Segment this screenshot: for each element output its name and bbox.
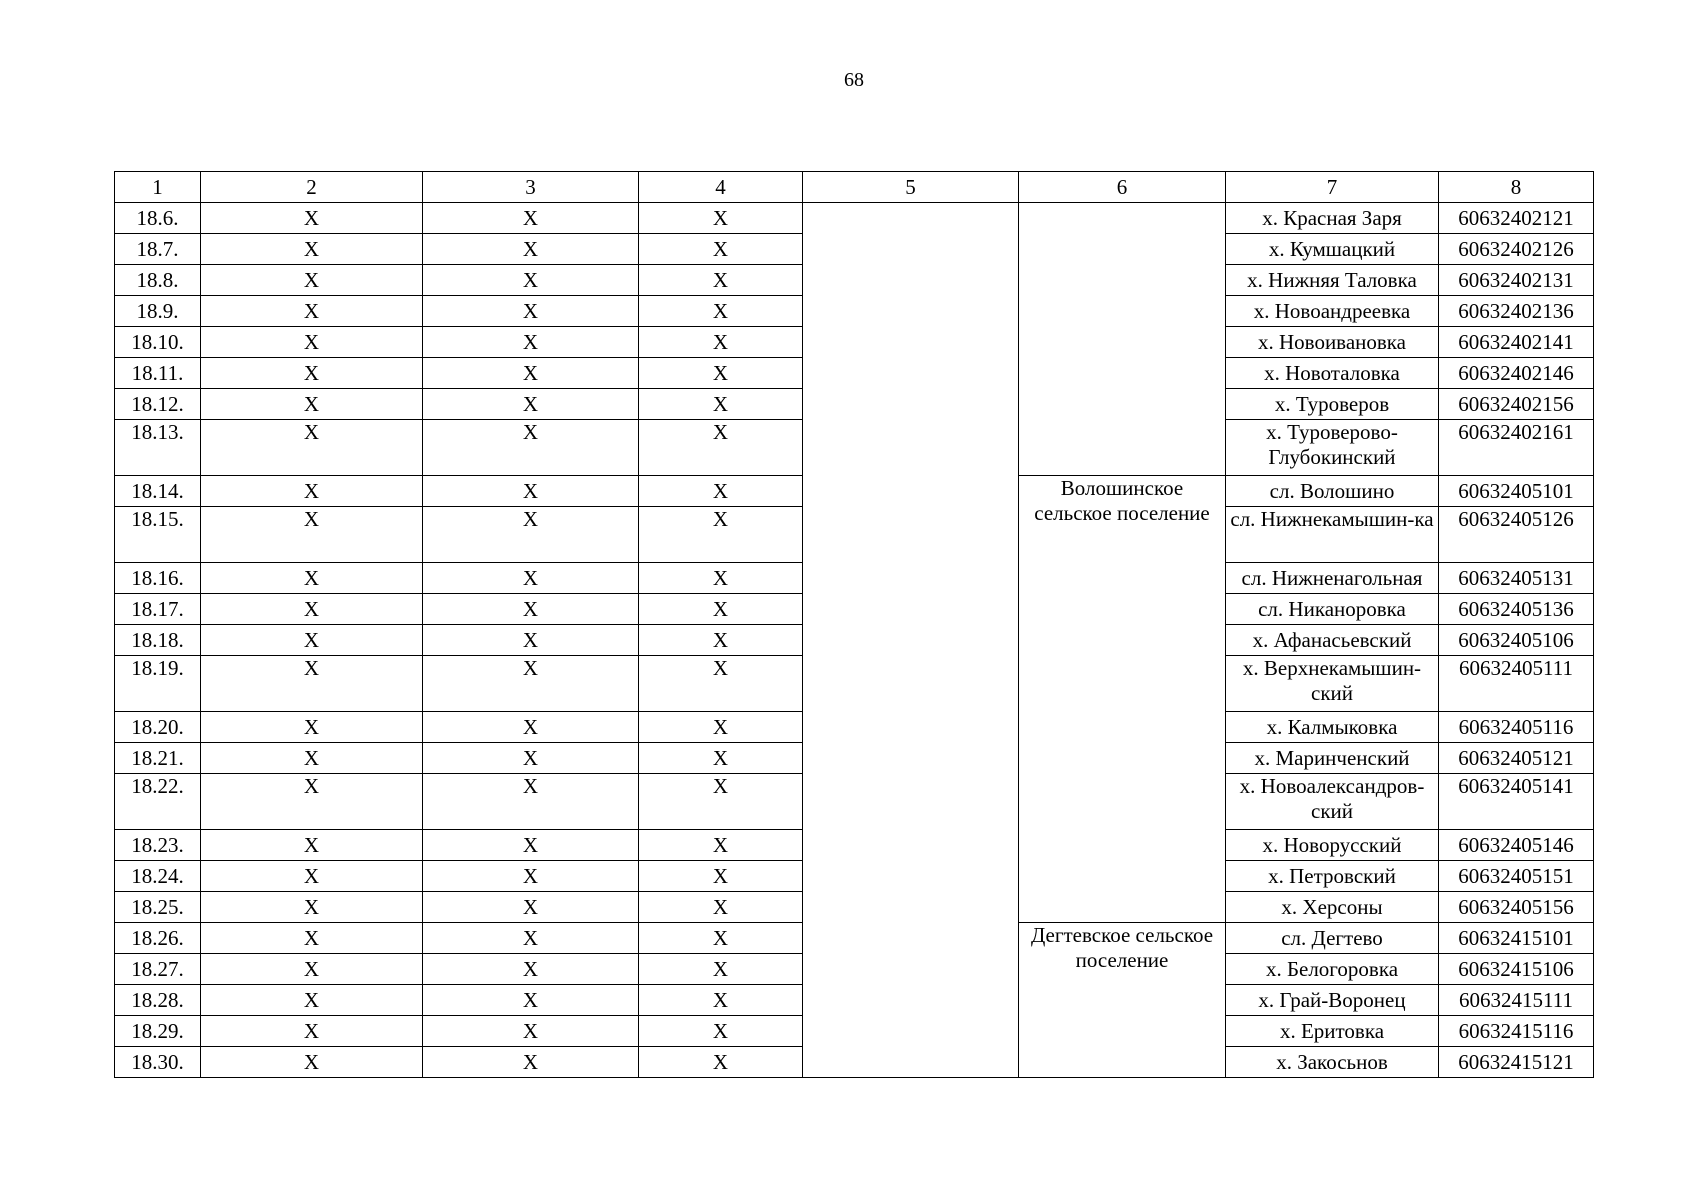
oktmo-code: 60632402161 — [1439, 420, 1594, 476]
row-number: 18.6. — [115, 203, 201, 234]
place-name: х. Новоандреевка — [1226, 296, 1439, 327]
place-name: сл. Волошино — [1226, 476, 1439, 507]
row-number: 18.27. — [115, 954, 201, 985]
oktmo-code: 60632415116 — [1439, 1016, 1594, 1047]
oktmo-code: 60632405106 — [1439, 625, 1594, 656]
column-4-value: X — [639, 1047, 803, 1078]
place-name: х. Кумшацкий — [1226, 234, 1439, 265]
column-4-value: X — [639, 743, 803, 774]
oktmo-code: 60632402156 — [1439, 389, 1594, 420]
column-2-value: X — [201, 358, 423, 389]
column-4-value: X — [639, 476, 803, 507]
place-name: х. Новоивановка — [1226, 327, 1439, 358]
place-name: х. Нижняя Таловка — [1226, 265, 1439, 296]
row-number: 18.15. — [115, 507, 201, 563]
oktmo-code: 60632405116 — [1439, 712, 1594, 743]
column-2-value: X — [201, 203, 423, 234]
column-4-value: X — [639, 203, 803, 234]
column-4-value: X — [639, 656, 803, 712]
oktmo-code: 60632402121 — [1439, 203, 1594, 234]
column-4-value: X — [639, 625, 803, 656]
column-3-value: X — [423, 507, 639, 563]
column-4-value: X — [639, 985, 803, 1016]
settlement-group-cell: Волошинское сельское поселение — [1019, 476, 1226, 923]
column-2-value: X — [201, 594, 423, 625]
column-4-value: X — [639, 1016, 803, 1047]
settlement-group-cell — [1019, 203, 1226, 476]
column-3-value: X — [423, 476, 639, 507]
column-2-value: X — [201, 743, 423, 774]
oktmo-code: 60632405121 — [1439, 743, 1594, 774]
column-2-value: X — [201, 712, 423, 743]
column-3-value: X — [423, 625, 639, 656]
row-number: 18.12. — [115, 389, 201, 420]
column-4-value: X — [639, 923, 803, 954]
column-3-value: X — [423, 1016, 639, 1047]
row-number: 18.10. — [115, 327, 201, 358]
column-4-value: X — [639, 420, 803, 476]
oktmo-code: 60632415101 — [1439, 923, 1594, 954]
oktmo-code: 60632405151 — [1439, 861, 1594, 892]
oktmo-code: 60632405101 — [1439, 476, 1594, 507]
column-2-value: X — [201, 774, 423, 830]
column-4-value: X — [639, 892, 803, 923]
column-4-value: X — [639, 594, 803, 625]
column-3-value: X — [423, 358, 639, 389]
place-name: х. Туроверово-Глубокинский — [1226, 420, 1439, 476]
column-header-1: 1 — [115, 172, 201, 203]
row-number: 18.25. — [115, 892, 201, 923]
column-2-value: X — [201, 563, 423, 594]
row-number: 18.14. — [115, 476, 201, 507]
column-3-value: X — [423, 712, 639, 743]
column-3-value: X — [423, 327, 639, 358]
column-3-value: X — [423, 563, 639, 594]
column-3-value: X — [423, 985, 639, 1016]
place-name: х. Туроверов — [1226, 389, 1439, 420]
column-3-value: X — [423, 203, 639, 234]
column-3-value: X — [423, 892, 639, 923]
place-name: сл. Дегтево — [1226, 923, 1439, 954]
place-name: х. Закосьнов — [1226, 1047, 1439, 1078]
column-4-value: X — [639, 389, 803, 420]
place-name: х. Верхнекамышин-ский — [1226, 656, 1439, 712]
column-2-value: X — [201, 1047, 423, 1078]
column-3-value: X — [423, 954, 639, 985]
row-number: 18.22. — [115, 774, 201, 830]
column-5-cell — [803, 203, 1019, 1078]
column-2-value: X — [201, 892, 423, 923]
place-name: х. Новоталовка — [1226, 358, 1439, 389]
column-4-value: X — [639, 265, 803, 296]
column-3-value: X — [423, 923, 639, 954]
place-name: х. Белогоровка — [1226, 954, 1439, 985]
row-number: 18.19. — [115, 656, 201, 712]
row-number: 18.29. — [115, 1016, 201, 1047]
row-number: 18.30. — [115, 1047, 201, 1078]
row-number: 18.28. — [115, 985, 201, 1016]
place-name: х. Херсоны — [1226, 892, 1439, 923]
place-name: х. Новоалександров-ский — [1226, 774, 1439, 830]
column-4-value: X — [639, 507, 803, 563]
column-2-value: X — [201, 234, 423, 265]
oktmo-code: 60632415106 — [1439, 954, 1594, 985]
row-number: 18.21. — [115, 743, 201, 774]
column-header-3: 3 — [423, 172, 639, 203]
column-3-value: X — [423, 420, 639, 476]
column-2-value: X — [201, 861, 423, 892]
column-4-value: X — [639, 327, 803, 358]
column-2-value: X — [201, 923, 423, 954]
page-number: 68 — [844, 69, 864, 91]
row-number: 18.17. — [115, 594, 201, 625]
column-4-value: X — [639, 234, 803, 265]
row-number: 18.8. — [115, 265, 201, 296]
column-header-5: 5 — [803, 172, 1019, 203]
settlements-table — [114, 171, 1594, 1078]
place-name: сл. Нижнекамышин-ка — [1226, 507, 1439, 563]
column-3-value: X — [423, 830, 639, 861]
header-row — [115, 172, 1594, 203]
oktmo-code: 60632402146 — [1439, 358, 1594, 389]
column-4-value: X — [639, 358, 803, 389]
oktmo-code: 60632402141 — [1439, 327, 1594, 358]
column-2-value: X — [201, 420, 423, 476]
column-4-value: X — [639, 954, 803, 985]
column-3-value: X — [423, 594, 639, 625]
column-header-6: 6 — [1019, 172, 1226, 203]
row-number: 18.7. — [115, 234, 201, 265]
oktmo-code: 60632415121 — [1439, 1047, 1594, 1078]
row-number: 18.20. — [115, 712, 201, 743]
oktmo-code: 60632405111 — [1439, 656, 1594, 712]
place-name: х. Еритовка — [1226, 1016, 1439, 1047]
column-3-value: X — [423, 296, 639, 327]
column-3-value: X — [423, 389, 639, 420]
column-4-value: X — [639, 861, 803, 892]
column-2-value: X — [201, 507, 423, 563]
column-3-value: X — [423, 743, 639, 774]
place-name: х. Новорусский — [1226, 830, 1439, 861]
column-4-value: X — [639, 774, 803, 830]
column-3-value: X — [423, 656, 639, 712]
oktmo-code: 60632415111 — [1439, 985, 1594, 1016]
column-2-value: X — [201, 954, 423, 985]
column-3-value: X — [423, 234, 639, 265]
column-2-value: X — [201, 327, 423, 358]
place-name: х. Грай-Воронец — [1226, 985, 1439, 1016]
column-2-value: X — [201, 389, 423, 420]
oktmo-code: 60632402136 — [1439, 296, 1594, 327]
place-name: х. Маринченский — [1226, 743, 1439, 774]
column-3-value: X — [423, 774, 639, 830]
column-4-value: X — [639, 563, 803, 594]
row-number: 18.13. — [115, 420, 201, 476]
place-name: х. Красная Заря — [1226, 203, 1439, 234]
column-3-value: X — [423, 1047, 639, 1078]
column-2-value: X — [201, 985, 423, 1016]
place-name: х. Афанасьевский — [1226, 625, 1439, 656]
oktmo-code: 60632405126 — [1439, 507, 1594, 563]
column-2-value: X — [201, 265, 423, 296]
place-name: сл. Никаноровка — [1226, 594, 1439, 625]
place-name: сл. Нижненагольная — [1226, 563, 1439, 594]
column-2-value: X — [201, 1016, 423, 1047]
oktmo-code: 60632405141 — [1439, 774, 1594, 830]
oktmo-code: 60632405146 — [1439, 830, 1594, 861]
column-2-value: X — [201, 476, 423, 507]
row-number: 18.16. — [115, 563, 201, 594]
column-4-value: X — [639, 712, 803, 743]
column-header-2: 2 — [201, 172, 423, 203]
row-number: 18.9. — [115, 296, 201, 327]
column-4-value: X — [639, 296, 803, 327]
row-number: 18.18. — [115, 625, 201, 656]
column-header-8: 8 — [1439, 172, 1594, 203]
oktmo-code: 60632405131 — [1439, 563, 1594, 594]
table-body — [115, 203, 1594, 1078]
row-number: 18.24. — [115, 861, 201, 892]
column-3-value: X — [423, 265, 639, 296]
column-header-4: 4 — [639, 172, 803, 203]
table-row — [115, 203, 1594, 234]
oktmo-code: 60632405156 — [1439, 892, 1594, 923]
oktmo-code: 60632402131 — [1439, 265, 1594, 296]
row-number: 18.11. — [115, 358, 201, 389]
settlement-group-cell: Дегтевское сельское поселение — [1019, 923, 1226, 1078]
oktmo-code: 60632405136 — [1439, 594, 1594, 625]
row-number: 18.26. — [115, 923, 201, 954]
column-header-7: 7 — [1226, 172, 1439, 203]
place-name: х. Калмыковка — [1226, 712, 1439, 743]
oktmo-code: 60632402126 — [1439, 234, 1594, 265]
column-2-value: X — [201, 296, 423, 327]
column-2-value: X — [201, 830, 423, 861]
column-3-value: X — [423, 861, 639, 892]
column-2-value: X — [201, 625, 423, 656]
column-4-value: X — [639, 830, 803, 861]
place-name: х. Петровский — [1226, 861, 1439, 892]
column-2-value: X — [201, 656, 423, 712]
row-number: 18.23. — [115, 830, 201, 861]
